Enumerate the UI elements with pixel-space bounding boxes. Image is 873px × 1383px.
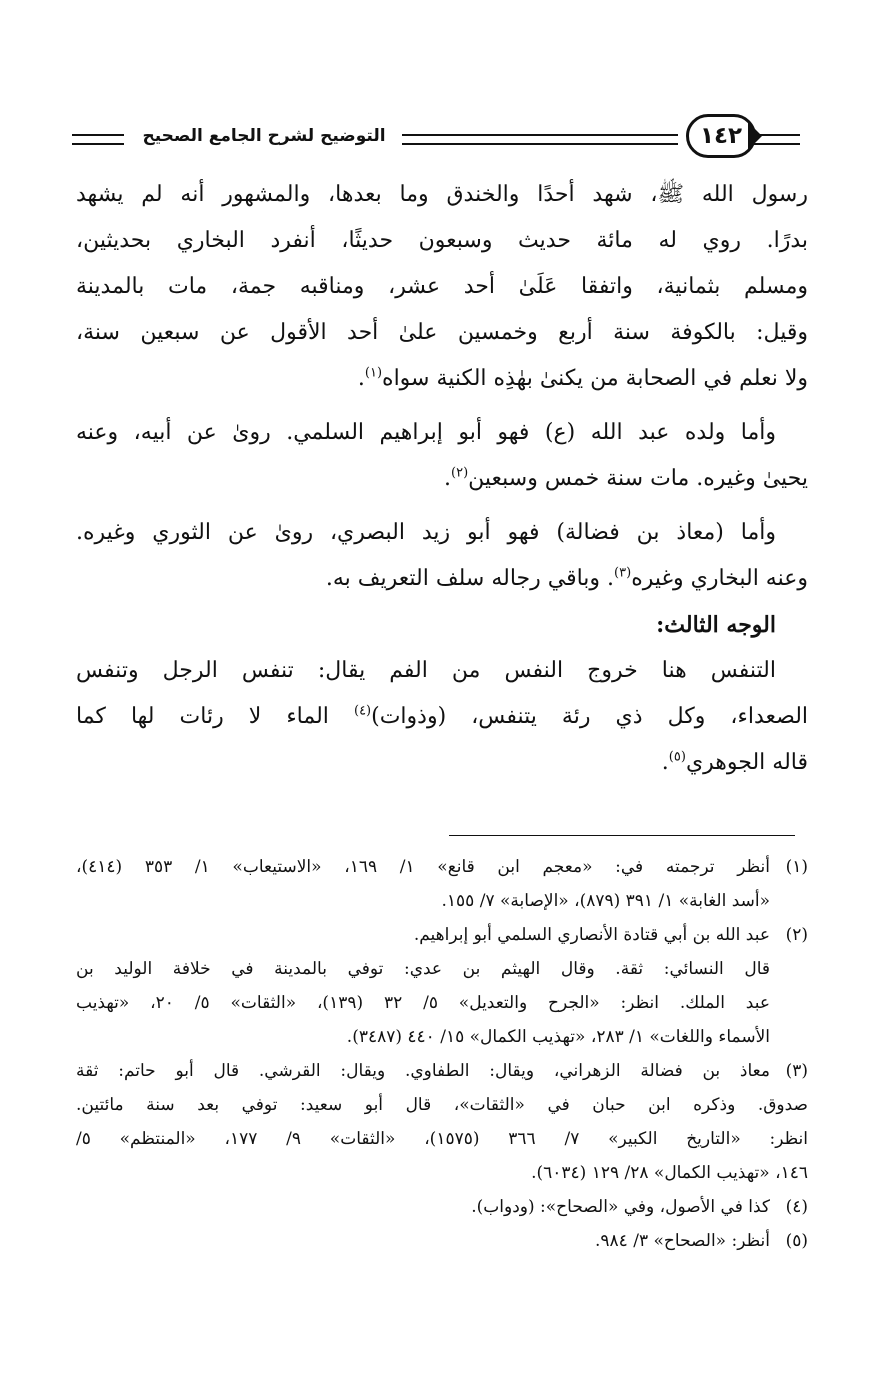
body-line: رسول الله ﷺ، شهد أحدًا والخندق وما بعدها، والمشهور أنه لم يشهد [76,182,808,207]
body-text-run: الصعداء، وكل ذي رئة يتنفس، (وذوات) [371,704,808,729]
sentence-end: . [357,366,365,391]
body-line [76,456,808,502]
footnote-3-continued: صدوق. وذكره ابن حبان في «الثقات»، قال أبو سعيد: توفي بعد سنة مائتين. [76,1095,808,1115]
body-text-run: ولا نعلم في الصحابة من يكنىٰ بهٰذِه الكنية سواه [382,366,808,391]
footnote-text: معاذ بن فضالة الزهراني، ويقال: الطفاوي. ويقال: القرشي. قال أبو حاتم: ثقة [76,1061,770,1081]
footnote-5 [76,1224,808,1258]
section-heading: الوجه الثالث: [656,612,776,638]
footnote-1-continued: «أسد الغابة» ١/ ٣٩١ (٨٧٩)، «الإصابة» ٧/ ١٥٥. [441,891,770,911]
page-number: ١٤٢ [686,114,756,158]
footnote-number: (٢) [785,925,808,945]
page-header [72,112,800,162]
footnote-3 [76,1054,808,1088]
footnote-text: أنظر: «الصحاح» ٣/ ٩٨٤. [595,1231,770,1251]
footnote-number: (١) [785,857,808,877]
body-text-run: يحيىٰ وغيره. مات سنة خمس وسبعين [468,466,808,491]
footnote-divider [449,835,795,836]
footnote-text: عبد الله بن أبي قتادة الأنصاري السلمي أبو إبراهيم. [413,925,770,945]
footnote-ref-5: (٥) [668,749,686,765]
header-rule-left [72,134,124,145]
body-text-run: الماء لا رئات لها كما [76,704,354,729]
body-text-run: قاله الجوهري [685,750,808,775]
body-line [76,356,808,402]
footnote-2-continued: قال النسائي: ثقة. وقال الهيثم بن عدي: توفي بالمدينة في خلافة الوليد بن [76,959,770,979]
footnote-3-continued: ١٤٦، «تهذيب الكمال» ٢٨/ ١٢٩ (٦٠٣٤). [531,1163,808,1183]
header-rule-right [752,134,800,145]
footnote-2 [76,918,808,952]
footnote-ref-3: (٣) [614,565,632,581]
footnote-text: أنظر ترجمته في: «معجم ابن قانع» ١/ ١٦٩، «الاستيعاب» ١/ ٣٥٣ (٤١٤)، [76,857,770,877]
footnote-number: (٥) [785,1231,808,1251]
body-line: وقيل: بالكوفة سنة أربع وخمسين علىٰ أحد الأقول عن سبعين سنة، [76,320,808,345]
body-line [76,740,808,786]
footnote-3-continued: انظر: «التاريخ الكبير» ٧/ ٣٦٦ (١٥٧٥)، «الثقات» ٩/ ١٧٧، «المنتظم» ٥/ [76,1129,808,1149]
paragraph-gap [76,402,808,410]
body-line: وأما ولده عبد الله (ع) فهو أبو إبراهيم السلمي. روىٰ عن أبيه، وعنه [76,420,776,445]
body-line [76,556,808,602]
footnote-number: (٤) [785,1197,808,1217]
footnote-number: (٣) [785,1061,808,1081]
paragraph-gap [76,502,808,510]
body-line [76,694,808,740]
body-line: وأما (معاذ بن فضالة) فهو أبو زيد البصري، روىٰ عن الثوري وغيره. [76,520,776,545]
footnote-4 [76,1190,808,1224]
footnote-text: كذا في الأصول، وفي «الصحاح»: (ودواب). [471,1197,770,1217]
body-text-run: . وباقي رجاله سلف التعريف به. [325,566,615,591]
footnote-1 [76,850,808,884]
footnote-ref-2: (٢) [451,465,469,481]
footnote-ref-4: (٤) [353,703,372,719]
body-line: التنفس هنا خروج النفس من الفم يقال: تنفس الرجل وتنفس [76,658,776,683]
sentence-end: . [661,750,669,775]
footnote-2-continued: الأسماء واللغات» ١/ ٢٨٣، «تهذيب الكمال» ١٥/ ٤٤٠ (٣٤٨٧). [346,1027,770,1047]
body-text-run: وعنه البخاري وغيره [631,566,808,591]
running-title: التوضيح لشرح الجامع الصحيح [142,126,386,146]
header-rule-middle [402,134,678,145]
body-line: ومسلم بثمانية، واتفقا عَلَىٰ أحد عشر، ومناقبه جمة، مات بالمدينة [76,274,808,299]
footnote-ref-1: (١) [364,365,383,381]
footnotes [76,850,808,1258]
body-line: بدرًا. روي له مائة حديث وسبعون حديثًا، أنفرد البخاري بحديثين، [76,228,808,253]
sentence-end: . [444,466,452,491]
footnote-2-continued: عبد الملك. انظر: «الجرح والتعديل» ٥/ ٣٢ (١٣٩)، «الثقات» ٥/ ٢٠، «تهذيب [76,993,770,1013]
main-text [76,172,808,786]
